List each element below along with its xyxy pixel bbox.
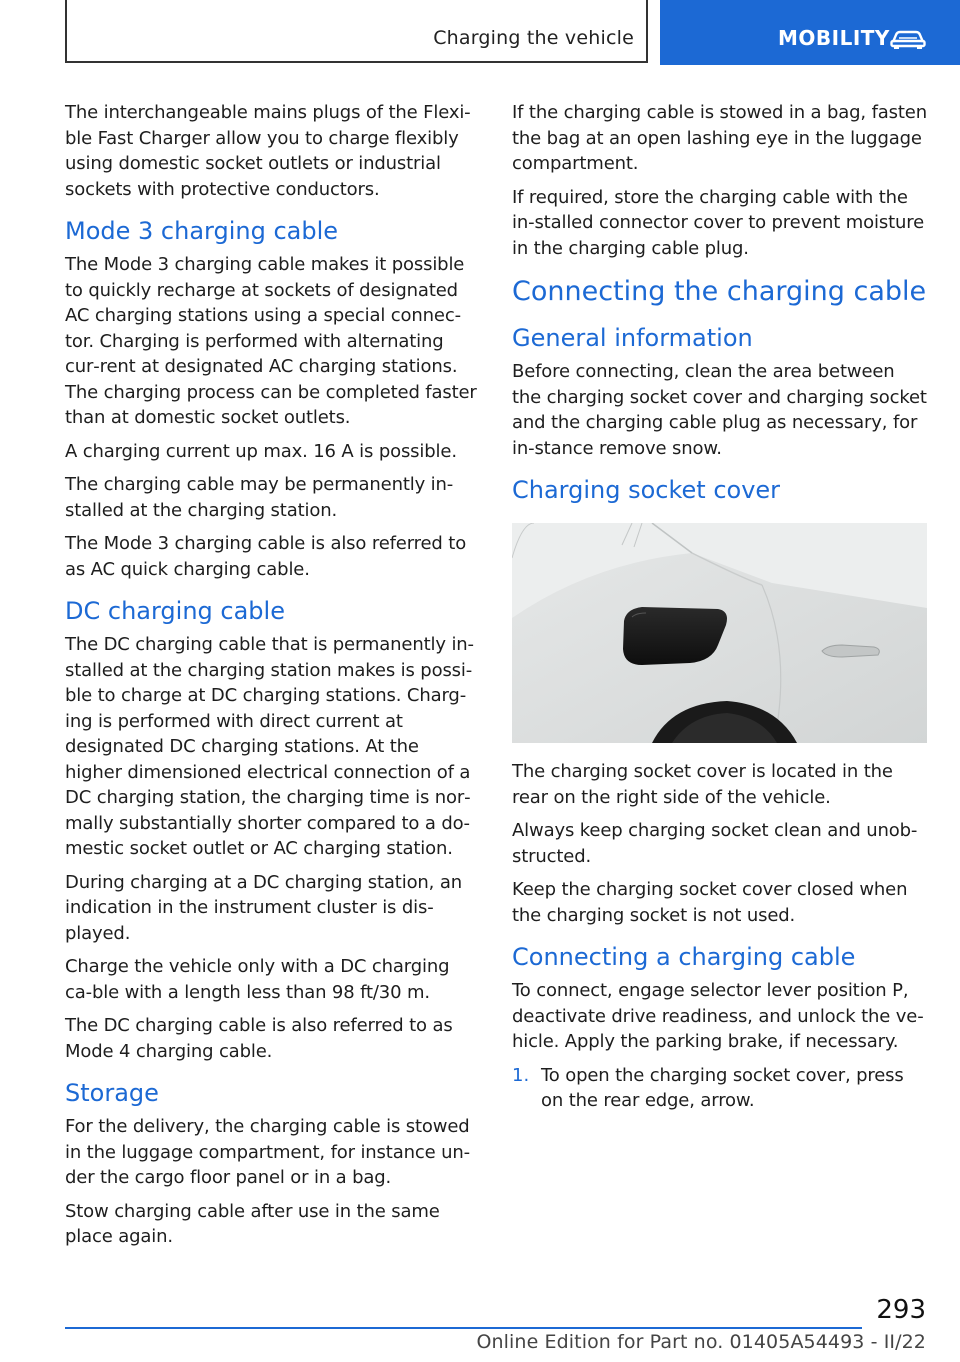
dc-paragraph-4: The DC charging cable is also referred to as Mode 4 charging cable. <box>65 1015 453 1062</box>
mode3-paragraph-1: The Mode 3 charging cable makes it possible to quickly recharge at sockets of designated AC charging stations using a special connec‐tor. Charging is performed with alternating cur‐rent at designated AC charging stations. The charging process can be completed faster than at domestic socket outlets. <box>65 254 477 428</box>
bag-paragraph-2: If required, store the charging cable with the in‐stalled connector cover to prevent moisture in the charging cable plug. <box>512 186 925 259</box>
mode3-paragraph-4: The Mode 3 charging cable is also referred to as AC quick charging cable. <box>65 533 467 580</box>
step-text: To open the charging socket cover, press on the rear edge, arrow. <box>541 1064 904 1111</box>
dc-paragraph-2: During charging at a DC charging station, an indication in the instrument cluster is dis‐played. <box>65 871 462 944</box>
mode3-paragraph-2: A charging current up max. 16 A is possible. <box>65 440 457 462</box>
running-header <box>65 0 648 63</box>
socket-cover-paragraph-3: Keep the charging socket cover closed when the charging socket is not used. <box>512 879 908 926</box>
dc-paragraph-3: Charge the vehicle only with a DC charging ca‐ble with a length less than 98 ft/30 m. <box>65 956 450 1003</box>
dc-heading: DC charging cable <box>65 597 285 625</box>
storage-paragraph-2: Stow charging cable after use in the same place again. <box>65 1200 440 1247</box>
socket-cover-paragraph-2: Always keep charging socket clean and unob‐structed. <box>512 820 918 867</box>
socket-cover-paragraph-1: The charging socket cover is located in the rear on the right side of the vehicle. <box>512 761 893 808</box>
general-info-paragraph: Before connecting, clean the area between the charging socket cover and charging socket and the charging cable plug as necessary, for in‐stance remove snow. <box>512 361 927 459</box>
mobility-tab[interactable] <box>660 0 960 65</box>
socket-cover-heading: Charging socket cover <box>512 476 781 504</box>
mode3-paragraph-3: The charging cable may be permanently in‐stalled at the charging station. <box>65 474 454 521</box>
mobility-tab-label: MOBILITY <box>778 26 890 50</box>
storage-heading: Storage <box>65 1079 159 1107</box>
dc-paragraph-1: The DC charging cable that is permanently in‐stalled at the charging station makes is possi‐ble to charge at DC charging stations. Charg‐ing is performed with direct current at designated DC charging stations. At the higher dimensioned electrical connection of a DC charging station, the charging time is nor‐mally substantially shorter compared to a do‐mestic socket outlet or AC charging station. <box>65 634 474 859</box>
edition-footer: Online Edition for Part no. 01405A54493 - II/22 <box>476 1331 926 1353</box>
car-icon <box>890 28 926 50</box>
connect-cable-heading: Connecting a charging cable <box>512 943 856 971</box>
connect-cable-paragraph: To connect, engage selector lever position P, deactivate drive readiness, and unlock the ve‐hicle. Apply the parking brake, if necessary. <box>512 980 924 1052</box>
page-number: 293 <box>876 1295 926 1325</box>
step-number: 1. <box>512 1064 530 1086</box>
bag-paragraph-1: If the charging cable is stowed in a bag, fasten the bag at an open lashing eye in the luggage compartment. <box>512 102 927 174</box>
general-info-heading: General information <box>512 324 753 352</box>
mode3-heading: Mode 3 charging cable <box>65 217 339 245</box>
left-column <box>65 100 480 1258</box>
right-column <box>512 100 927 1122</box>
charging-socket-cover-photo <box>512 523 927 743</box>
storage-paragraph-1: For the delivery, the charging cable is stowed in the luggage compartment, for instance un‐der the cargo floor panel or in a bag. <box>65 1116 470 1188</box>
intro-paragraph: The interchangeable mains plugs of the Flexi‐ble Fast Charger allow you to charge flexibly using domestic socket outlets or industrial sockets with protective conductors. <box>65 102 471 200</box>
section-title: Charging the vehicle <box>433 27 634 49</box>
connecting-heading: Connecting the charging cable <box>512 276 927 307</box>
footer-divider <box>65 1327 862 1329</box>
step-item <box>512 1063 927 1122</box>
